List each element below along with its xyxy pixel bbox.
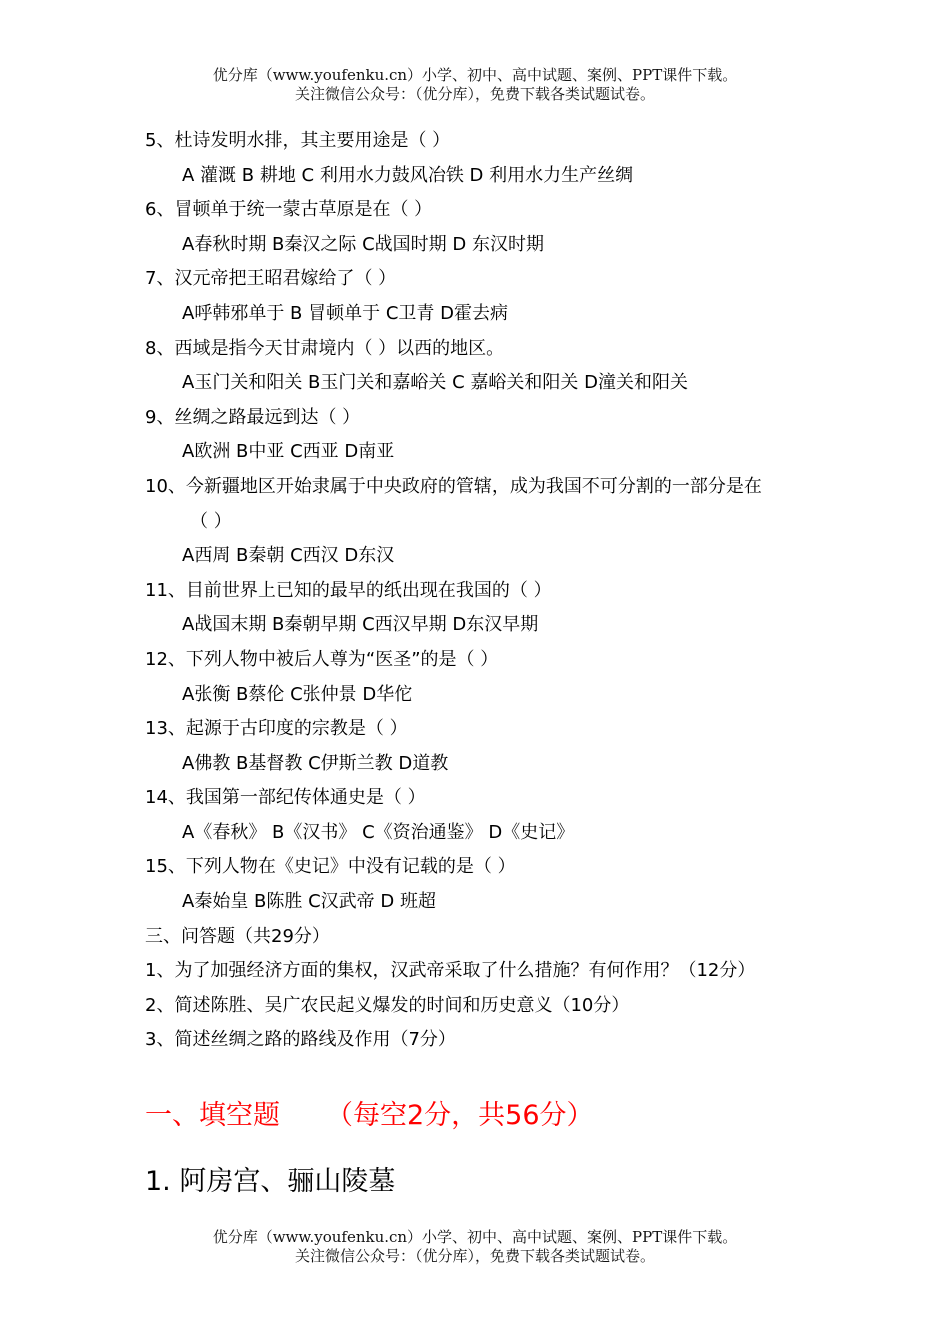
question-8: 8、西域是指今天甘肃境内（ ）以西的地区。 [145,337,505,359]
question-list [145,124,835,1058]
question-15-options: A秦始皇 B陈胜 C汉武帝 D 班超 [182,891,436,913]
answer-item-1: 1. 阿房宫、骊山陵墓 [145,1166,396,1197]
header-line-1: 优分库（www.youfenku.cn）小学、初中、高中试题、案例、PPT课件下载。 [212,66,738,84]
section-heading-qa: 三、问答题（共29分） [145,925,330,947]
question-15: 15、下列人物在《史记》中没有记载的是（ ） [145,856,516,878]
question-14-options: A《春秋》 B《汉书》 C《资治通鉴》 D《史记》 [182,821,575,843]
question-7: 7、汉元帝把王昭君嫁给了（ ） [145,268,397,290]
footer-line-2: 关注微信公众号：（优分库），免费下载各类试题试卷。 [294,1247,655,1265]
question-11: 11、目前世界上已知的最早的纸出现在我国的（ ） [145,579,552,601]
question-12-options: A张衡 B蔡伦 C张仲景 D华佗 [182,683,413,705]
footer-line-1: 优分库（www.youfenku.cn）小学、初中、高中试题、案例、PPT课件下载。 [212,1228,738,1246]
question-6: 6、冒顿单于统一蒙古草原是在（ ） [145,199,433,221]
qa-question-3: 3、简述丝绸之路的路线及作用（7分） [145,1029,456,1051]
page-header [0,66,950,104]
question-10-blank: （ ） [190,510,232,532]
qa-question-2: 2、简述陈胜、吴广农民起义爆发的时间和历史意义（10分） [145,994,630,1016]
answer-heading-title: 一、填空题 [145,1100,280,1131]
question-8-options: A玉门关和阳关 B玉门关和嘉峪关 C 嘉峪关和阳关 D潼关和阳关 [182,372,688,394]
question-5-options: A 灌溉 B 耕地 C 利用水力鼓风冶铁 D 利用水力生产丝绸 [182,164,634,186]
question-6-options: A春秋时期 B秦汉之际 C战国时期 D 东汉时期 [182,233,544,255]
question-10-options: A西周 B秦朝 C西汉 D东汉 [182,545,395,567]
question-9: 9、丝绸之路最远到达（ ） [145,406,361,428]
question-7-options: A呼韩邪单于 B 冒顿单于 C卫青 D霍去病 [182,302,508,324]
question-12: 12、下列人物中被后人尊为“医圣”的是（ ） [145,648,499,670]
question-13-options: A佛教 B基督教 C伊斯兰教 D道教 [182,752,449,774]
question-13: 13、起源于古印度的宗教是（ ） [145,718,408,740]
question-14: 14、我国第一部纪传体通史是（ ） [145,787,426,809]
question-10: 10、今新疆地区开始隶属于中央政府的管辖，成为我国不可分割的一部分是在 [145,475,762,497]
header-line-2: 关注微信公众号：（优分库），免费下载各类试题试卷。 [294,85,655,103]
page-footer [0,1228,950,1266]
answer-heading-score: （每空2分，共56分） [326,1100,594,1131]
question-9-options: A欧洲 B中亚 C西亚 D南亚 [182,441,395,463]
question-5: 5、杜诗发明水排，其主要用途是（ ） [145,130,451,151]
answer-section-heading [145,1096,594,1136]
question-11-options: A战国末期 B秦朝早期 C西汉早期 D东汉早期 [182,614,539,636]
qa-question-1: 1、为了加强经济方面的集权，汉武帝采取了什么措施？有何作用？（12分） [145,960,756,982]
